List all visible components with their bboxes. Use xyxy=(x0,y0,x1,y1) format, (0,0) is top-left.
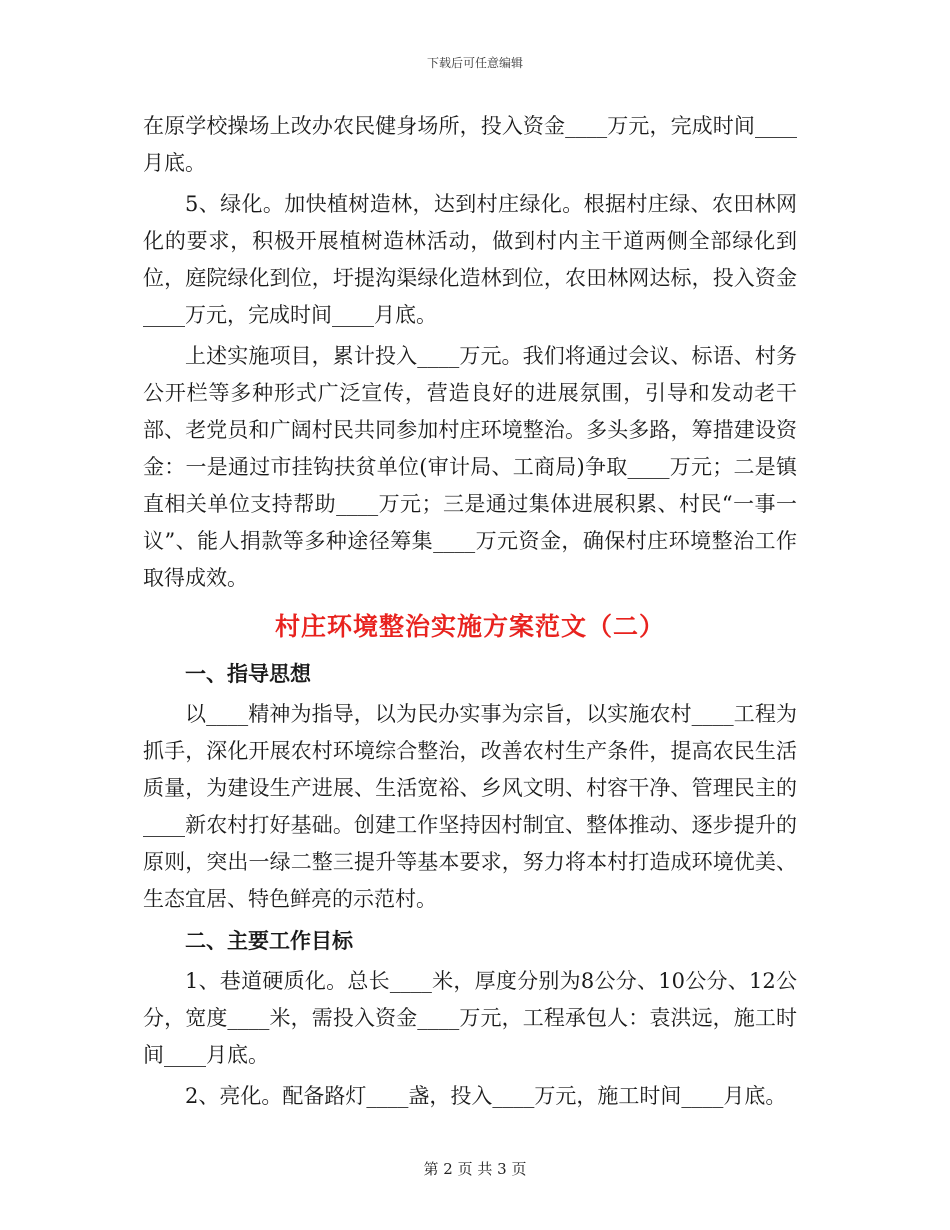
document-body xyxy=(143,108,797,1119)
heading-guiding-ideology: 一、指导思想 xyxy=(185,661,311,686)
paragraph-alley-hardening: 1、巷道硬质化。总长____米，厚度分别为8公分、10公分、12公分，宽度____米，需投入资金____万元，工程承包人：袁洪远，施工时间____月底。 xyxy=(143,969,797,1067)
paragraph-fitness-venue: 在原学校操场上改办农民健身场所，投入资金____万元，完成时间____月底。 xyxy=(143,114,797,175)
heading-main-goals: 二、主要工作目标 xyxy=(185,928,353,953)
paragraph-greening: 5、绿化。加快植树造林，达到村庄绿化。根据村庄绿、农田林网化的要求，积极开展植树造林活动，做到村内主干道两侧全部绿化到位，庭院绿化到位，圩提沟渠绿化造林到位，农田林网达标，投入资金____万元，完成时间____月底。 xyxy=(143,192,797,327)
section-title: 村庄环境整治实施方案范文（二） xyxy=(274,612,665,641)
paragraph-funding: 上述实施项目，累计投入____万元。我们将通过会议、标语、村务公开栏等多种形式广泛宣传，营造良好的进展氛围，引导和发动老干部、老党员和广阔村民共同参加村庄环境整治。多头多路，筹措建设资金：一是通过市挂钩扶贫单位(审计局、工商局)争取____万元；二是镇直相关单位支持帮助____万元；三是通过集体进展积累、村民“一事一议”、能人捐款等多种途径筹集____万元资金，确保村庄环境整治工作取得成效。 xyxy=(143,344,797,590)
paragraph-lighting: 2、亮化。配备路灯____盏，投入____万元，施工时间____月底。 xyxy=(185,1084,787,1108)
page-number: 第 2 页 共 3 页 xyxy=(423,1160,527,1178)
paragraph-guiding-ideology: 以____精神为指导，以为民办实事为宗旨，以实施农村____工程为抓手，深化开展农村环境综合整治，改善农村生产条件，提高农民生活质量，为建设生产进展、生活宽裕、乡风文明、村容干净、管理民主的____新农村打好基础。创建工作坚持因村制宜、整体推动、逐步提升的原则，突出一绿二整三提升等基本要求，努力将本村打造成环境优美、生态宜居、特色鲜亮的示范村。 xyxy=(143,702,797,911)
page-header: 下载后可任意编辑 xyxy=(426,56,523,70)
